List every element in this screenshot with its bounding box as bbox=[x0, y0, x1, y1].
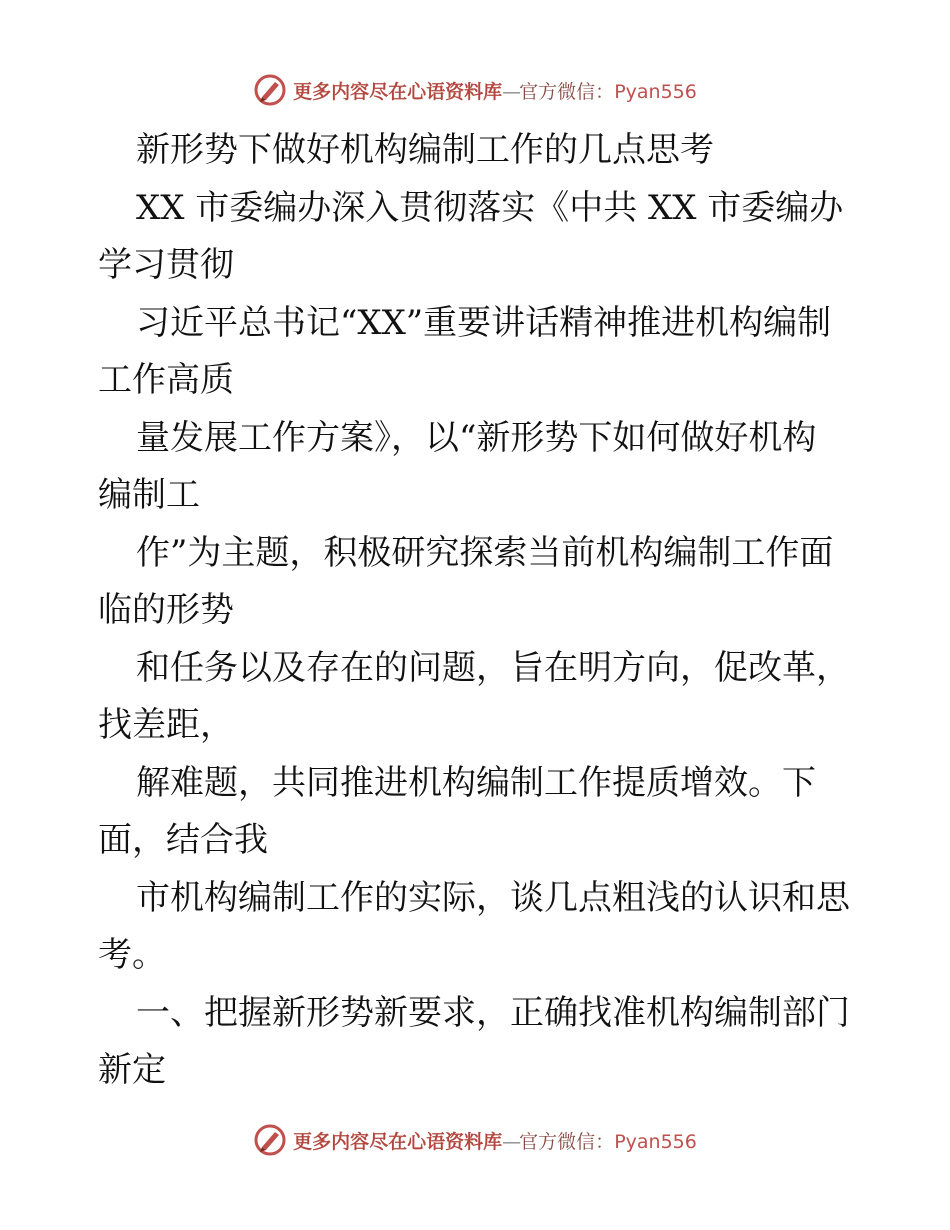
text-line: XX 市委编办深入贯彻落实《中共 XX 市委编办 bbox=[136, 187, 844, 228]
text-line: 找差距， bbox=[98, 705, 234, 745]
footer-watermark bbox=[0, 1120, 950, 1160]
text-line: 和任务以及存在的问题，旨在明方向，促改革， bbox=[136, 647, 850, 688]
document-body bbox=[98, 122, 858, 1100]
text-line: 习近平总书记“XX”重要讲话精神推进机构编制 bbox=[136, 302, 832, 343]
header-watermark bbox=[0, 70, 950, 110]
watermark-text: 更多内容尽在心语资料库—官方微信：Pyan556 bbox=[293, 1130, 697, 1153]
section-heading: 一、把握新形势新要求，正确找准机构编制部门 bbox=[136, 992, 850, 1033]
watermark-text: 更多内容尽在心语资料库—官方微信：Pyan556 bbox=[293, 80, 697, 103]
text-line: 临的形势 bbox=[98, 590, 234, 630]
text-line: 新定 bbox=[98, 1050, 166, 1090]
text-line: 面，结合我 bbox=[98, 820, 268, 860]
document-title: 新形势下做好机构编制工作的几点思考 bbox=[136, 130, 714, 170]
text-line: 量发展工作方案》，以“新形势下如何做好机构 bbox=[136, 417, 817, 458]
text-line: 解难题，共同推进机构编制工作提质增效。下 bbox=[136, 762, 816, 803]
text-line: 编制工 bbox=[98, 475, 200, 515]
text-line: 作”为主题，积极研究探索当前机构编制工作面 bbox=[136, 532, 834, 573]
pen-logo-icon bbox=[253, 1123, 287, 1157]
text-line: 工作高质 bbox=[98, 360, 234, 400]
text-line: 考。 bbox=[98, 935, 166, 975]
text-line: 学习贯彻 bbox=[98, 245, 234, 285]
pen-logo-icon bbox=[253, 73, 287, 107]
text-line: 市机构编制工作的实际，谈几点粗浅的认识和思 bbox=[136, 877, 850, 918]
